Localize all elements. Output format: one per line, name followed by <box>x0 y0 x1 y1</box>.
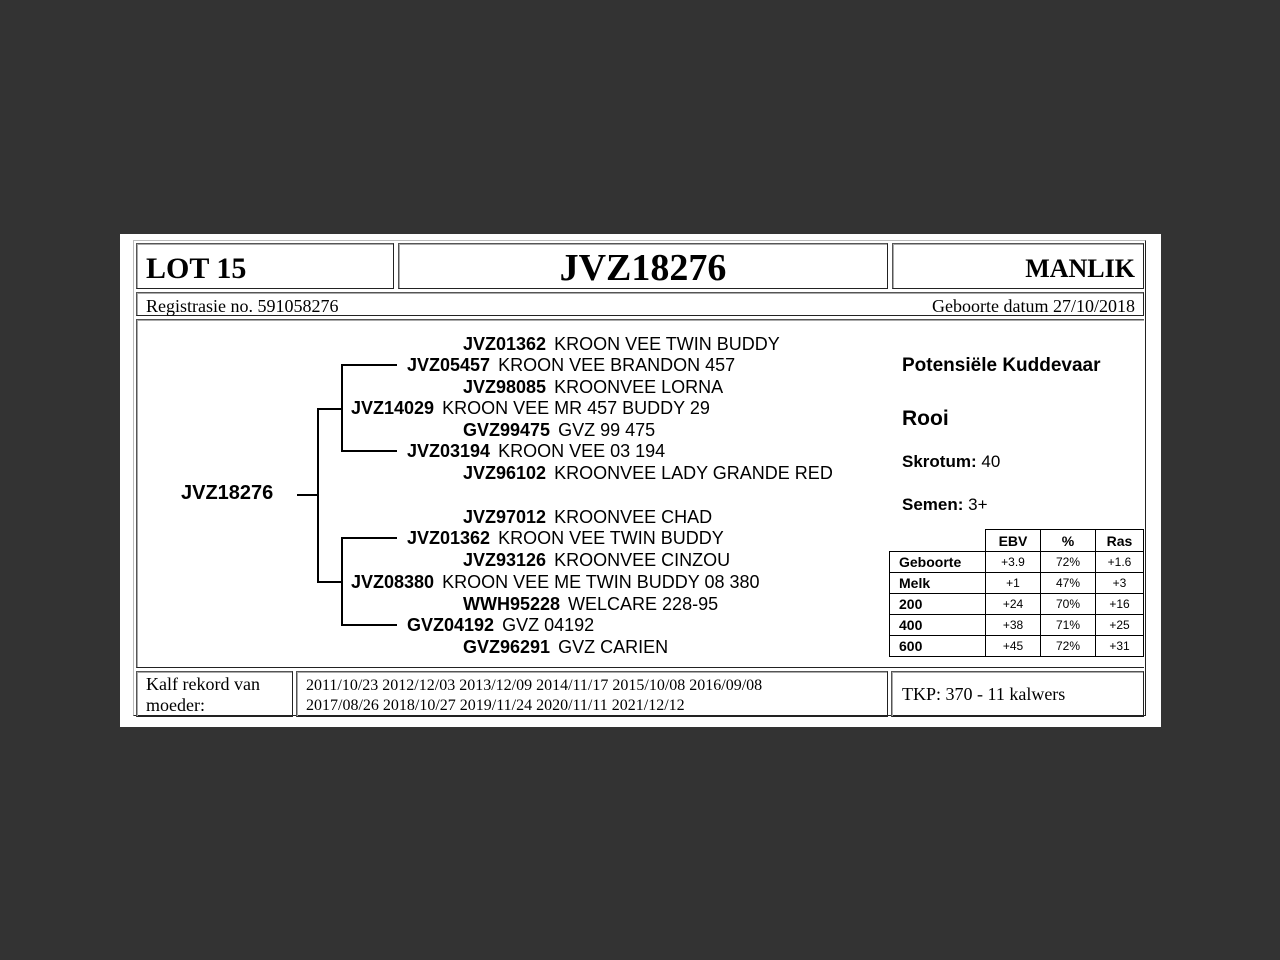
ebv-value: +38 <box>986 615 1041 636</box>
animal-id-cell <box>398 243 888 289</box>
main-vertical-line <box>317 408 319 583</box>
ebv-breed-avg: +16 <box>1096 594 1144 615</box>
pedigree-sire-dam-dam: JVZ96102 KROONVEE LADY GRANDE RED <box>463 463 833 483</box>
pedigree-sire-dam-sire: GVZ99475 GVZ 99 475 <box>463 420 656 440</box>
sire-sire-line <box>341 364 397 366</box>
pedigree-dam-dam-sire: WWH95228 WELCARE 228-95 <box>463 594 719 614</box>
ebv-row <box>890 573 1144 594</box>
registration-row <box>136 292 1144 316</box>
info-title: Potensiële Kuddevaar <box>902 355 1101 376</box>
ebv-header-ras: Ras <box>1096 530 1144 552</box>
sire-bracket-line <box>341 364 343 452</box>
ebv-breed-avg: +25 <box>1096 615 1144 636</box>
ebv-header-ebv: EBV <box>986 530 1041 552</box>
ebv-table <box>889 529 1144 657</box>
pedigree-dam-dam: GVZ04192 GVZ 04192 <box>407 615 595 635</box>
ebv-accuracy: 72% <box>1041 636 1096 657</box>
ebv-value: +24 <box>986 594 1041 615</box>
calf-record-label-cell <box>136 671 293 717</box>
lot-number: LOT 15 <box>146 252 247 285</box>
tkp-value: TKP: 370 - 11 kalwers <box>902 684 1066 704</box>
ebv-accuracy: 70% <box>1041 594 1096 615</box>
dam-sire-line <box>341 537 397 539</box>
pedigree-dam-sire: JVZ01362 KROON VEE TWIN BUDDY <box>407 528 724 548</box>
pedigree-sire-sire-sire: JVZ01362 KROON VEE TWIN BUDDY <box>463 334 780 354</box>
ebv-row-label: 600 <box>890 636 986 657</box>
pedigree-subject: JVZ18276 <box>181 482 274 504</box>
coat-color: Rooi <box>902 407 949 430</box>
scrotum-measurement: Skrotum: 40 <box>902 452 1001 471</box>
pedigree-sire-dam: JVZ03194 KROON VEE 03 194 <box>407 441 666 461</box>
ebv-header-pct: % <box>1041 530 1096 552</box>
dam-connector-line <box>317 581 343 583</box>
ebv-row <box>890 636 1144 657</box>
pedigree-sire-sire-dam: JVZ98085 KROONVEE LORNA <box>463 377 724 397</box>
ebv-breed-avg: +3 <box>1096 573 1144 594</box>
tkp-cell <box>891 671 1144 717</box>
animal-id: JVZ18276 <box>559 247 727 289</box>
ebv-breed-avg: +1.6 <box>1096 552 1144 573</box>
dam-dam-line <box>341 624 397 626</box>
pedigree-dam: JVZ08380 KROON VEE ME TWIN BUDDY 08 380 <box>351 572 760 592</box>
pedigree-dam-dam-dam: GVZ96291 GVZ CARIEN <box>463 637 669 657</box>
sire-connector-line <box>317 408 343 410</box>
calf-dates: 2011/10/23 2012/12/03 2013/12/09 2014/11/17 2015/10/08 2016/09/08 2017/08/26 2018/10/27 2019/11/24 2020/11/11 2021/12/12 <box>306 677 763 714</box>
ebv-accuracy: 72% <box>1041 552 1096 573</box>
calf-dates-cell <box>296 671 888 717</box>
ebv-row-label: Geboorte <box>890 552 986 573</box>
lot-card <box>120 234 1161 727</box>
lot-cell <box>136 243 394 289</box>
sire-dam-line <box>341 450 397 452</box>
pedigree-sire-sire: JVZ05457 KROON VEE BRANDON 457 <box>407 355 736 375</box>
subject-connector-line <box>297 494 318 496</box>
pedigree-dam-sire-sire: JVZ97012 KROONVEE CHAD <box>463 507 713 527</box>
calf-record-label: Kalf rekord van moeder: <box>146 674 260 715</box>
birth-date: Geboorte datum 27/10/2018 <box>932 296 1135 316</box>
ebv-value: +45 <box>986 636 1041 657</box>
sex-label: MANLIK <box>1025 254 1135 283</box>
ebv-header-row <box>890 530 1144 552</box>
ebv-row-label: Melk <box>890 573 986 594</box>
ebv-row-label: 200 <box>890 594 986 615</box>
sex-cell <box>892 243 1144 289</box>
ebv-row-label: 400 <box>890 615 986 636</box>
ebv-value: +3.9 <box>986 552 1041 573</box>
dam-bracket-line <box>341 537 343 626</box>
ebv-header-blank <box>890 530 986 552</box>
ebv-accuracy: 71% <box>1041 615 1096 636</box>
ebv-row <box>890 594 1144 615</box>
semen-grade: Semen: 3+ <box>902 495 988 514</box>
ebv-accuracy: 47% <box>1041 573 1096 594</box>
lot-table <box>133 240 1146 716</box>
pedigree-dam-sire-dam: JVZ93126 KROONVEE CINZOU <box>463 550 731 570</box>
ebv-row <box>890 552 1144 573</box>
ebv-breed-avg: +31 <box>1096 636 1144 657</box>
registration-number: Registrasie no. 591058276 <box>146 296 339 316</box>
ebv-value: +1 <box>986 573 1041 594</box>
pedigree-sire: JVZ14029 KROON VEE MR 457 BUDDY 29 <box>351 398 710 418</box>
ebv-row <box>890 615 1144 636</box>
